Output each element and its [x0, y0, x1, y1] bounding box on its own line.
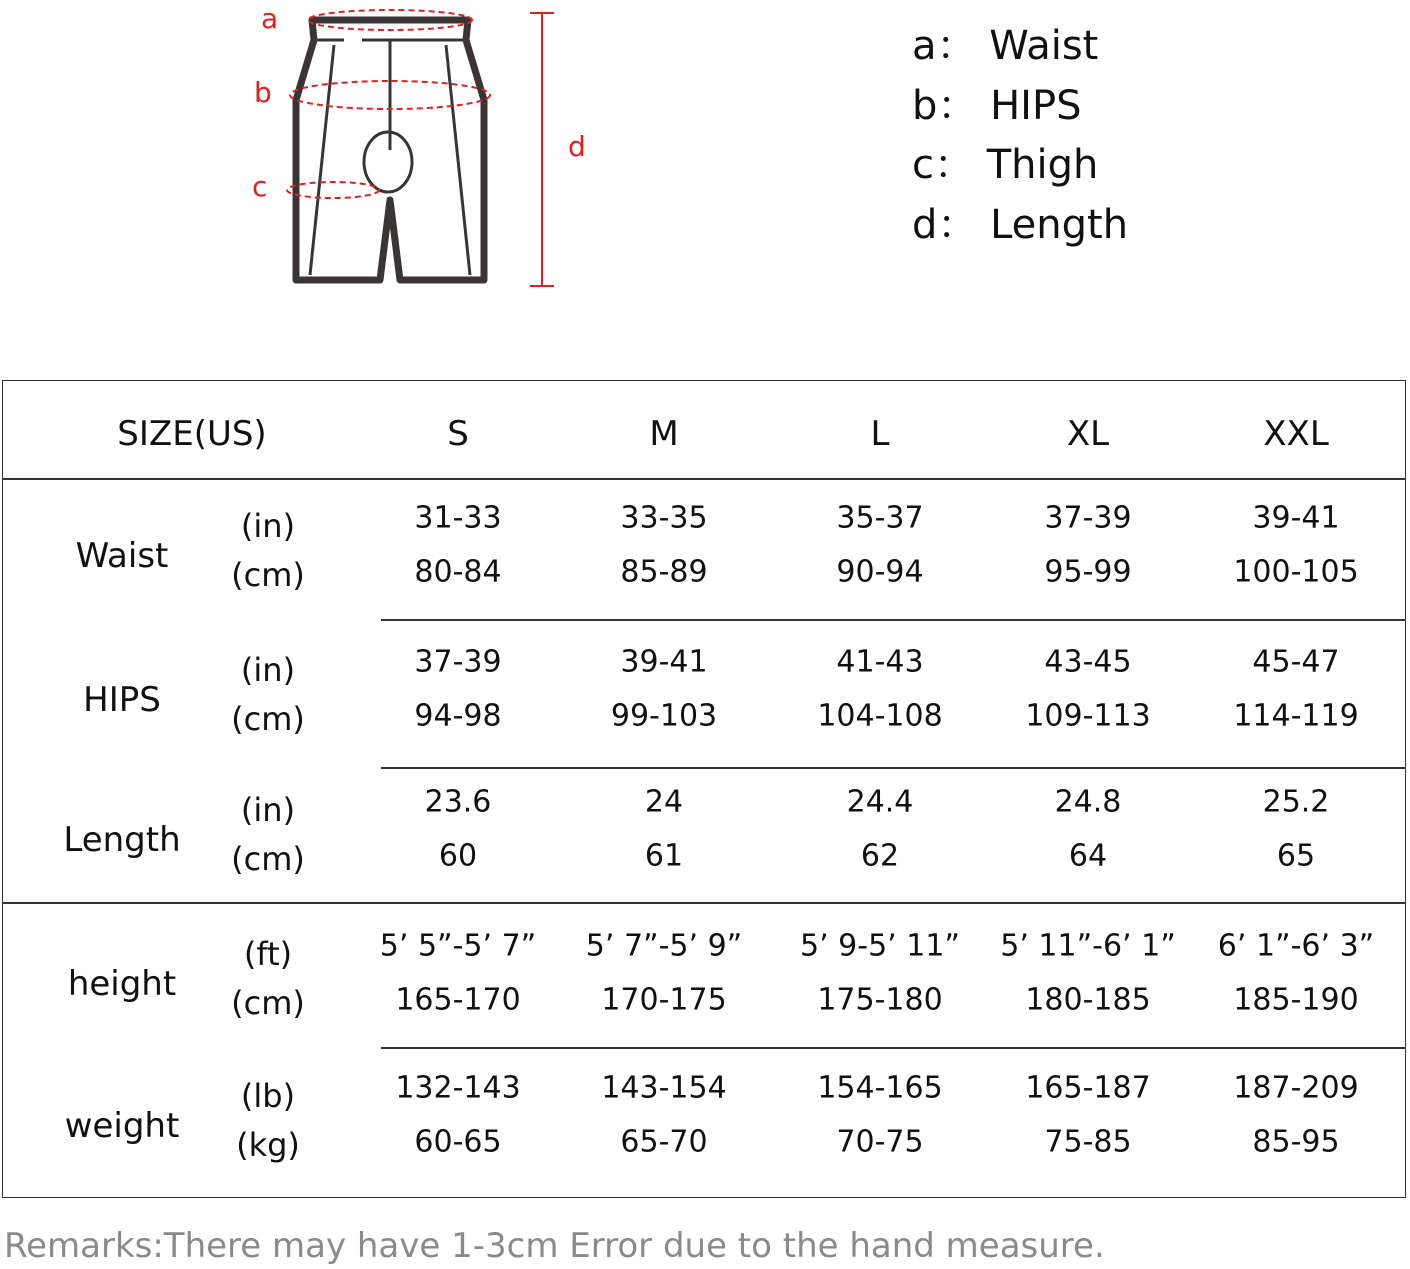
- table-cell: 90-94: [836, 554, 924, 590]
- table-cell: 94-98: [414, 698, 502, 734]
- table-cell: 5’ 5”-5’ 7”: [379, 928, 537, 964]
- unit-label: (in): [240, 791, 296, 829]
- unit-label: (cm): [231, 700, 305, 738]
- table-cell: 100-105: [1233, 554, 1359, 590]
- unit-label: (in): [240, 507, 296, 545]
- table-cell: 64: [1068, 838, 1108, 874]
- row-label: height: [67, 964, 177, 1004]
- unit-label: (ft): [243, 935, 293, 973]
- table-cell: 109-113: [1025, 698, 1151, 734]
- table-cell: 6’ 1”-6’ 3”: [1217, 928, 1375, 964]
- table-cell: 5’ 7”-5’ 9”: [585, 928, 743, 964]
- table-cell: 114-119: [1233, 698, 1359, 734]
- table-cell: 170-175: [601, 982, 727, 1018]
- table-cell: 45-47: [1252, 644, 1340, 680]
- size-header: XL: [1066, 414, 1110, 454]
- divider: [381, 1047, 1405, 1049]
- unit-label: (in): [240, 651, 296, 689]
- table-cell: 85-89: [620, 554, 708, 590]
- size-header: M: [649, 414, 679, 454]
- table-cell: 25.2: [1262, 784, 1330, 820]
- table-cell: 23.6: [424, 784, 492, 820]
- table-cell: 165-187: [1025, 1070, 1151, 1106]
- row-label: weight: [64, 1106, 180, 1146]
- divider: [3, 478, 1405, 480]
- table-cell: 43-45: [1044, 644, 1132, 680]
- label-c: c: [252, 170, 268, 203]
- table-cell: 39-41: [1252, 500, 1340, 536]
- table-cell: 60-65: [414, 1124, 502, 1160]
- label-d: d: [568, 130, 586, 163]
- size-header: S: [447, 414, 469, 454]
- table-cell: 37-39: [414, 644, 502, 680]
- table-cell: 5’ 9-5’ 11”: [800, 928, 960, 964]
- table-cell: 185-190: [1233, 982, 1359, 1018]
- table-cell: 62: [860, 838, 900, 874]
- size-header: L: [870, 414, 890, 454]
- row-label: Waist: [75, 536, 169, 576]
- table-cell: 99-103: [610, 698, 718, 734]
- table-cell: 165-170: [395, 982, 521, 1018]
- legend-waist: a： Waist: [912, 23, 1099, 69]
- table-cell: 41-43: [836, 644, 924, 680]
- divider: [3, 902, 1405, 904]
- unit-label: (cm): [231, 556, 305, 594]
- remark-text: Remarks:There may have 1-3cm Error due to the hand measure.: [4, 1226, 1105, 1266]
- unit-label: (kg): [236, 1126, 300, 1164]
- table-cell: 24.4: [846, 784, 914, 820]
- label-a: a: [261, 2, 279, 35]
- table-cell: 75-85: [1044, 1124, 1132, 1160]
- legend-thigh: c： Thigh: [912, 142, 1099, 188]
- table-cell: 175-180: [817, 982, 943, 1018]
- table-cell: 154-165: [817, 1070, 943, 1106]
- table-cell: 187-209: [1233, 1070, 1359, 1106]
- table-cell: 143-154: [601, 1070, 727, 1106]
- legend-length: d： Length: [912, 202, 1129, 248]
- label-b: b: [254, 76, 272, 109]
- size-header: XXL: [1263, 414, 1329, 454]
- table-cell: 35-37: [836, 500, 924, 536]
- table-cell: 61: [644, 838, 684, 874]
- table-cell: 60: [438, 838, 478, 874]
- size-column-header: SIZE(US): [117, 414, 267, 454]
- row-label: Length: [63, 820, 181, 860]
- table-cell: 65: [1276, 838, 1316, 874]
- table-cell: 85-95: [1252, 1124, 1340, 1160]
- table-cell: 24: [644, 784, 684, 820]
- table-cell: 24.8: [1054, 784, 1122, 820]
- table-cell: 5’ 11”-6’ 1”: [1000, 928, 1176, 964]
- table-cell: 104-108: [817, 698, 943, 734]
- shorts-diagram: [240, 0, 600, 300]
- unit-label: (cm): [231, 984, 305, 1022]
- divider: [381, 767, 1405, 769]
- table-cell: 80-84: [414, 554, 502, 590]
- table-cell: 70-75: [836, 1124, 924, 1160]
- table-cell: 33-35: [620, 500, 708, 536]
- row-label: HIPS: [83, 680, 161, 720]
- unit-label: (lb): [240, 1077, 296, 1115]
- table-cell: 132-143: [395, 1070, 521, 1106]
- table-cell: 95-99: [1044, 554, 1132, 590]
- legend-hips: b： HIPS: [912, 83, 1082, 129]
- table-cell: 37-39: [1044, 500, 1132, 536]
- table-cell: 65-70: [620, 1124, 708, 1160]
- table-cell: 31-33: [414, 500, 502, 536]
- table-cell: 39-41: [620, 644, 708, 680]
- unit-label: (cm): [231, 840, 305, 878]
- table-cell: 180-185: [1025, 982, 1151, 1018]
- divider: [381, 619, 1405, 621]
